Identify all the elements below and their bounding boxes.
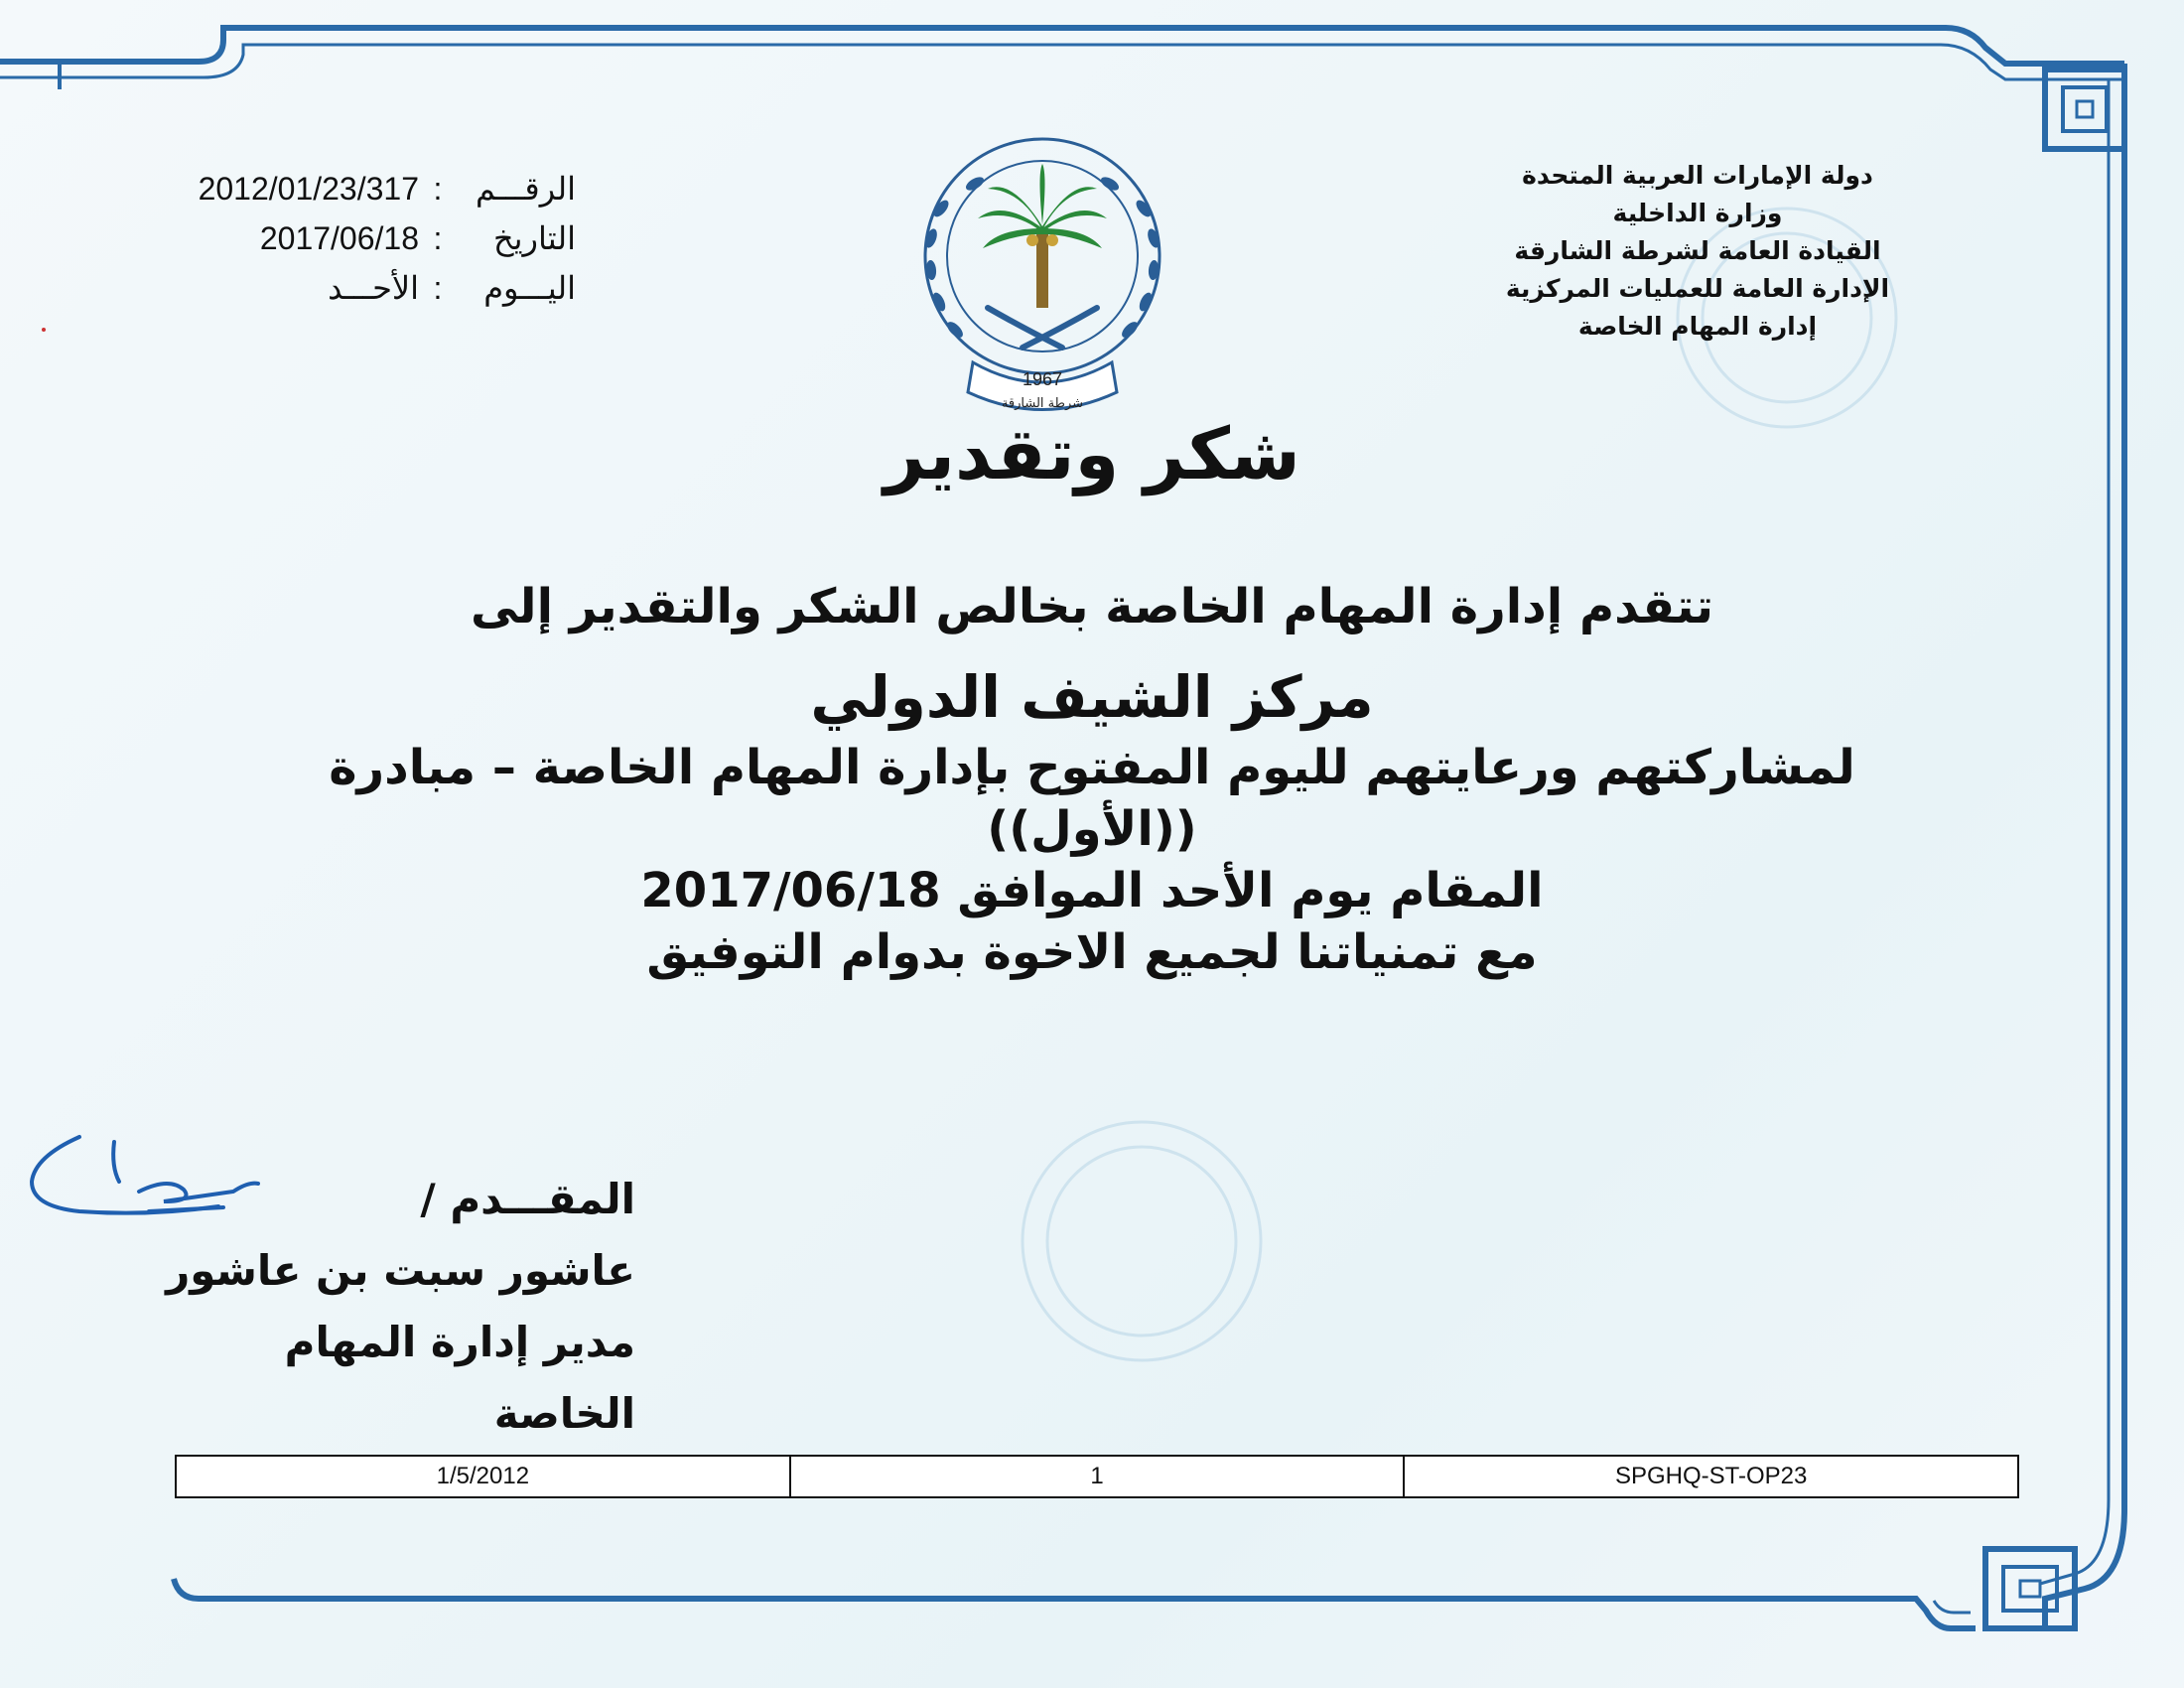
meta-day-value: الأحـــد: [328, 270, 419, 306]
sharjah-police-emblem: [893, 129, 1191, 417]
document-meta: [109, 164, 576, 313]
signer-rank: المقـــدم /: [420, 1175, 635, 1223]
body-line-recipient: مركز الشيف الدولي: [810, 663, 1374, 731]
meta-date-row: 2017/06/18 : التاريخ: [109, 213, 576, 263]
meta-date-value: 2017/06/18: [259, 220, 419, 256]
header-line-country: دولة الإمارات العربية المتحدة: [1522, 161, 1873, 190]
bottom-right-corner-ornament: [1985, 1549, 2075, 1628]
header-line-command: القيادة العامة لشرطة الشارقة: [1514, 236, 1881, 265]
signer-title: مدير إدارة المهام الخاصة: [284, 1318, 635, 1438]
header-line-ministry: وزارة الداخلية: [1612, 199, 1783, 227]
meta-number-label: الرقـــم: [475, 171, 576, 207]
meta-day-label: اليـــوم: [483, 270, 576, 306]
emblem-year: 1967: [1022, 369, 1063, 389]
body-line-wishes: مع تمنياتنا لجميع الاخوة بدوام التوفيق: [646, 924, 1538, 980]
body-line-intro: تتقدم إدارة المهام الخاصة بخالص الشكر والتقدير إلى: [470, 579, 1714, 634]
meta-number-row: 2012/01/23/317 : الرقـــم: [109, 164, 576, 213]
certificate-title: شكر وتقدير: [884, 412, 1300, 495]
meta-day-row: الأحـــد : اليـــوم: [109, 263, 576, 313]
footer-form-code: SPGHQ-ST-OP23: [1614, 1463, 1808, 1489]
body-line-date: المقام يوم الأحد الموافق 2017/06/18: [640, 863, 1544, 918]
footer-issue-date: 1/5/2012: [177, 1457, 791, 1496]
issuer-header: [1439, 157, 1956, 346]
signer-name: عاشور سبت بن عاشور: [166, 1246, 635, 1295]
header-line-operations: الإدارة العامة للعمليات المركزية: [1505, 274, 1890, 303]
header-line-department: إدارة المهام الخاصة: [1577, 312, 1818, 341]
body-line-reason: لمشاركتهم ورعايتهم لليوم المفتوح بإدارة المهام الخاصة – مبادرة: [329, 740, 1855, 795]
certificate-body: [298, 576, 1886, 983]
footer-page-number: 1: [791, 1457, 1406, 1496]
emblem-text: شرطة الشارقة: [1001, 396, 1084, 411]
meta-number-value: 2012/01/23/317: [198, 171, 419, 207]
scan-speck: [42, 328, 46, 332]
top-right-corner-ornament: [2045, 70, 2124, 149]
meta-date-label: التاريخ: [492, 220, 576, 256]
footer-reference-table: [175, 1455, 2019, 1498]
signer-block: [129, 1164, 635, 1450]
body-line-initiative: ((الأول)): [987, 801, 1197, 857]
